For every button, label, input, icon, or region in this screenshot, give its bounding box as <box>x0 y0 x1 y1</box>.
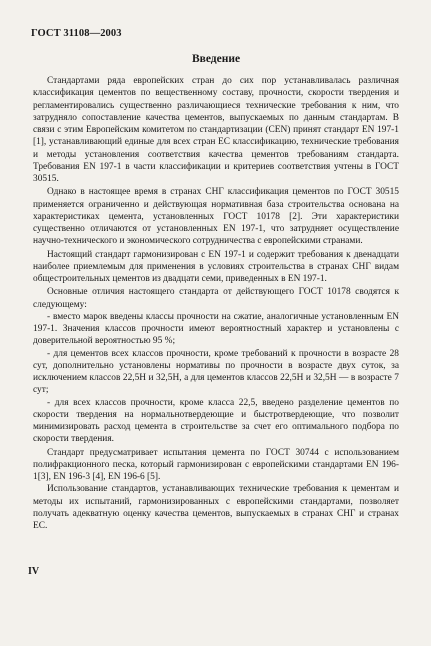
section-title: Введение <box>191 53 241 65</box>
list-item: - для цементов всех классов прочности, кроме требований к прочности в возрасте 28 сут, дополнительно установлены нормативы по прочности в возрасте двух суток, за исключением классов 22,5Н и 32,5Н, а для цементов классов 22,5Н и 32,5Н — в возрасте 7 сут; <box>33 348 399 396</box>
list-item: - для всех классов прочности, кроме класса 22,5, введено разделение цементов по скорости твердения на нормальнотвердеющие и быстротвердеющие, что позволит минимизировать расход цемента в строительстве за счет его оптимального подбора по скорости твердения. <box>33 397 399 445</box>
paragraph: Стандарт предусматривает испытания цемента по ГОСТ 30744 с использованием полифракционного песка, который гармонизирован с европейскими стандартами EN 196-1[3], EN 196-3 [4], EN 196-6 [5]. <box>33 447 399 482</box>
paragraph: Настоящий стандарт гармонизирован с EN 197-1 и содержит требования к двенадцати наиболее приемлемым для применения в условиях строительства в странах СНГ видам общестроительных цементов из двадцати семи, приведенных в EN 197-1. <box>33 249 399 284</box>
paragraph: Основные отличия настоящего стандарта от действующего ГОСТ 10178 сводятся к следующему: <box>33 287 399 310</box>
paragraph: Использование стандартов, устанавливающих технические требования к цементам и методы их испытаний, гармонизированных с европейскими стандартами, позволяет получать адекватную оценку качества цементов, выпускаемых в странах СНГ и странах ЕС. <box>33 484 399 531</box>
standard-header: ГОСТ 31108—2003 <box>31 28 122 39</box>
document-body <box>33 75 399 532</box>
paragraph: Однако в настоящее время в странах СНГ классификация цементов по ГОСТ 30515 применяется ограниченно и действующая нормативная база строительства основана на характеристиках цемента, установленных ГОСТ 10178 [2]. Эти характеристики существенно отличаются от установленных EN 197-1, что затрудняет осуществление научно-технического и экономического сотрудничества с европейскими странами. <box>33 187 399 247</box>
page-number: IV <box>28 566 40 577</box>
paragraph: Стандартами ряда европейских стран до сих пор устанавливалась различная классификация цементов по вещественному составу, прочности, скорости твердения и регламентировались существенно различающиеся технические требования к ним, что затрудняло сопоставление качества цементов, выпускаемых по данным стандартам. В связи с этим Европейским комитетом по стандартизации (CEN) принят стандарт EN 197-1 [1], устанавливающий единые для всех стран ЕС классификацию, технические требования и методы установления соответствия качества цементов требованиям стандарта. Требования EN 197-1 в части классификации и критериев соответствия учтены в ГОСТ 30515. <box>33 76 399 184</box>
list-item: - вместо марок введены классы прочности на сжатие, аналогичные установленным EN 197-1. Значения классов прочности имеют вероятностный характер и установлены с доверительной вероятностью 95 %; <box>33 311 399 347</box>
